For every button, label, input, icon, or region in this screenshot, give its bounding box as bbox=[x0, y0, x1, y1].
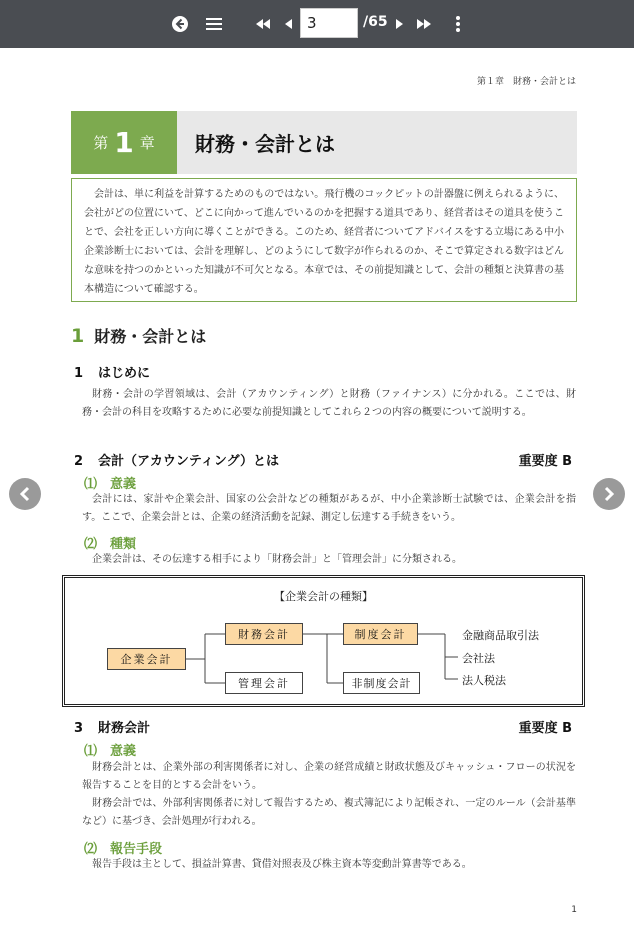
section-heading bbox=[71, 324, 206, 347]
diagram-node-non-statutory-accounting: 非制度会計 bbox=[343, 672, 420, 694]
page-number-input[interactable] bbox=[300, 8, 358, 38]
paragraph-accounting-types: 企業会計は、その伝達する相手により「財務会計」と「管理会計」に分類される。 bbox=[92, 554, 462, 565]
page-total: /65 bbox=[363, 14, 388, 30]
running-head: 第１章 財務・会計とは bbox=[476, 77, 576, 87]
paragraph-reporting-means: 報告手段は主として、損益計算書、貸借対照表及び株主資本等変動計算書等である。 bbox=[92, 859, 472, 870]
chevron-right-icon bbox=[601, 486, 617, 502]
subsection-heading-2: 2 会計（アカウンティング）とは bbox=[74, 454, 279, 469]
paragraph-financial-accounting-meaning: 財務会計とは、企業外部の利害関係者に対し、企業の経営成績と財政状態及びキャッシュ・フローの状況を報告することを目的とする会計をいう。 財務会計では、外部利害関係者に対して報告するため、複式簿記により記帳され、一定のルール（会計基準など）に基づき、会計処理が行われる。 bbox=[82, 762, 576, 827]
viewer-toolbar bbox=[0, 0, 634, 48]
chapter-intro-box bbox=[71, 178, 577, 302]
prev-page-icon[interactable] bbox=[282, 12, 294, 36]
importance-badge-3: 重要度 B bbox=[518, 721, 572, 736]
menu-icon[interactable] bbox=[204, 12, 224, 36]
next-page-icon[interactable] bbox=[393, 12, 405, 36]
chapter-banner bbox=[71, 111, 577, 174]
sub-subsection-heading-3-2: ⑵ 報告手段 bbox=[84, 842, 163, 857]
paragraph-accounting-meaning: 会計には、家計や企業会計、国家の公会計などの種類があるが、中小企業診断士試験では、企業会計を指す。ここで、企業会計とは、企業の経済活動を記録、測定し伝達する手続きをいう。 bbox=[82, 494, 576, 523]
sub-subsection-heading-3-1: ⑴ 意義 bbox=[84, 744, 137, 759]
next-page-arrow[interactable] bbox=[593, 478, 625, 510]
diagram-node-financial-accounting: 財務会計 bbox=[225, 623, 303, 645]
chapter-title: 財務・会計とは bbox=[195, 132, 335, 156]
diagram-node-corporate-accounting: 企業会計 bbox=[107, 648, 186, 670]
chapter-suffix: 章 bbox=[139, 134, 155, 152]
diagram-node-management-accounting: 管理会計 bbox=[225, 672, 303, 694]
chapter-intro-text: 会計は、単に利益を計算するためのものではない。飛行機のコックピットの計器盤に例えられるように、会社がどの位置にいて、どこに向かって進んでいるのかを把握する道具であり、経営者はその道具を使うことで、会社を正しい方向に導くことができる。このため、経営者についてアドバイスをする立場にある中小企業診断士においては、会計を理解し、どのようにして数字が作られるのか、そこで算定される数字はどんな意味を持つのかといった知識が不可欠となる。本章では、その前提知識として、会計の種類と決算書の基本構造について確認する。 bbox=[84, 189, 564, 295]
back-circle-icon[interactable] bbox=[170, 12, 190, 36]
diagram-node-statutory-accounting: 制度会計 bbox=[343, 623, 418, 645]
chapter-prefix: 第 bbox=[93, 134, 109, 152]
subsection-heading-3: 3 財務会計 bbox=[74, 721, 151, 736]
page-number: 1 bbox=[571, 905, 577, 915]
last-page-icon[interactable] bbox=[415, 12, 433, 36]
section-title: 財務・会計とは bbox=[94, 327, 207, 346]
sub-subsection-heading-2-1: ⑴ 意義 bbox=[84, 477, 137, 492]
chapter-number: 1 bbox=[114, 126, 134, 159]
more-vertical-icon[interactable] bbox=[450, 12, 466, 36]
sub-subsection-heading-2-2: ⑵ 種類 bbox=[84, 537, 137, 552]
first-page-icon[interactable] bbox=[254, 12, 272, 36]
diagram-leaf-corporate-tax-act: 法人税法 bbox=[462, 674, 506, 687]
diagram-title: 【企業会計の種類】 bbox=[274, 590, 373, 603]
importance-badge-2: 重要度 B bbox=[518, 454, 572, 469]
chapter-number-box bbox=[71, 111, 177, 174]
diagram-leaf-fiea: 金融商品取引法 bbox=[462, 629, 539, 642]
paragraph-introduction: 財務・会計の学習領域は、会計（アカウンティング）と財務（ファイナンス）に分かれる。ここでは、財務・会計の科目を攻略するために必要な前提知識としてこれら２つの内容の概要について説明する。 bbox=[82, 389, 576, 418]
chevron-left-icon bbox=[17, 486, 33, 502]
accounting-types-diagram bbox=[62, 575, 585, 707]
diagram-leaf-companies-act: 会社法 bbox=[462, 652, 495, 665]
section-number: 1 bbox=[71, 325, 85, 347]
subsection-heading-1: 1 はじめに bbox=[74, 366, 151, 381]
prev-page-arrow[interactable] bbox=[9, 478, 41, 510]
